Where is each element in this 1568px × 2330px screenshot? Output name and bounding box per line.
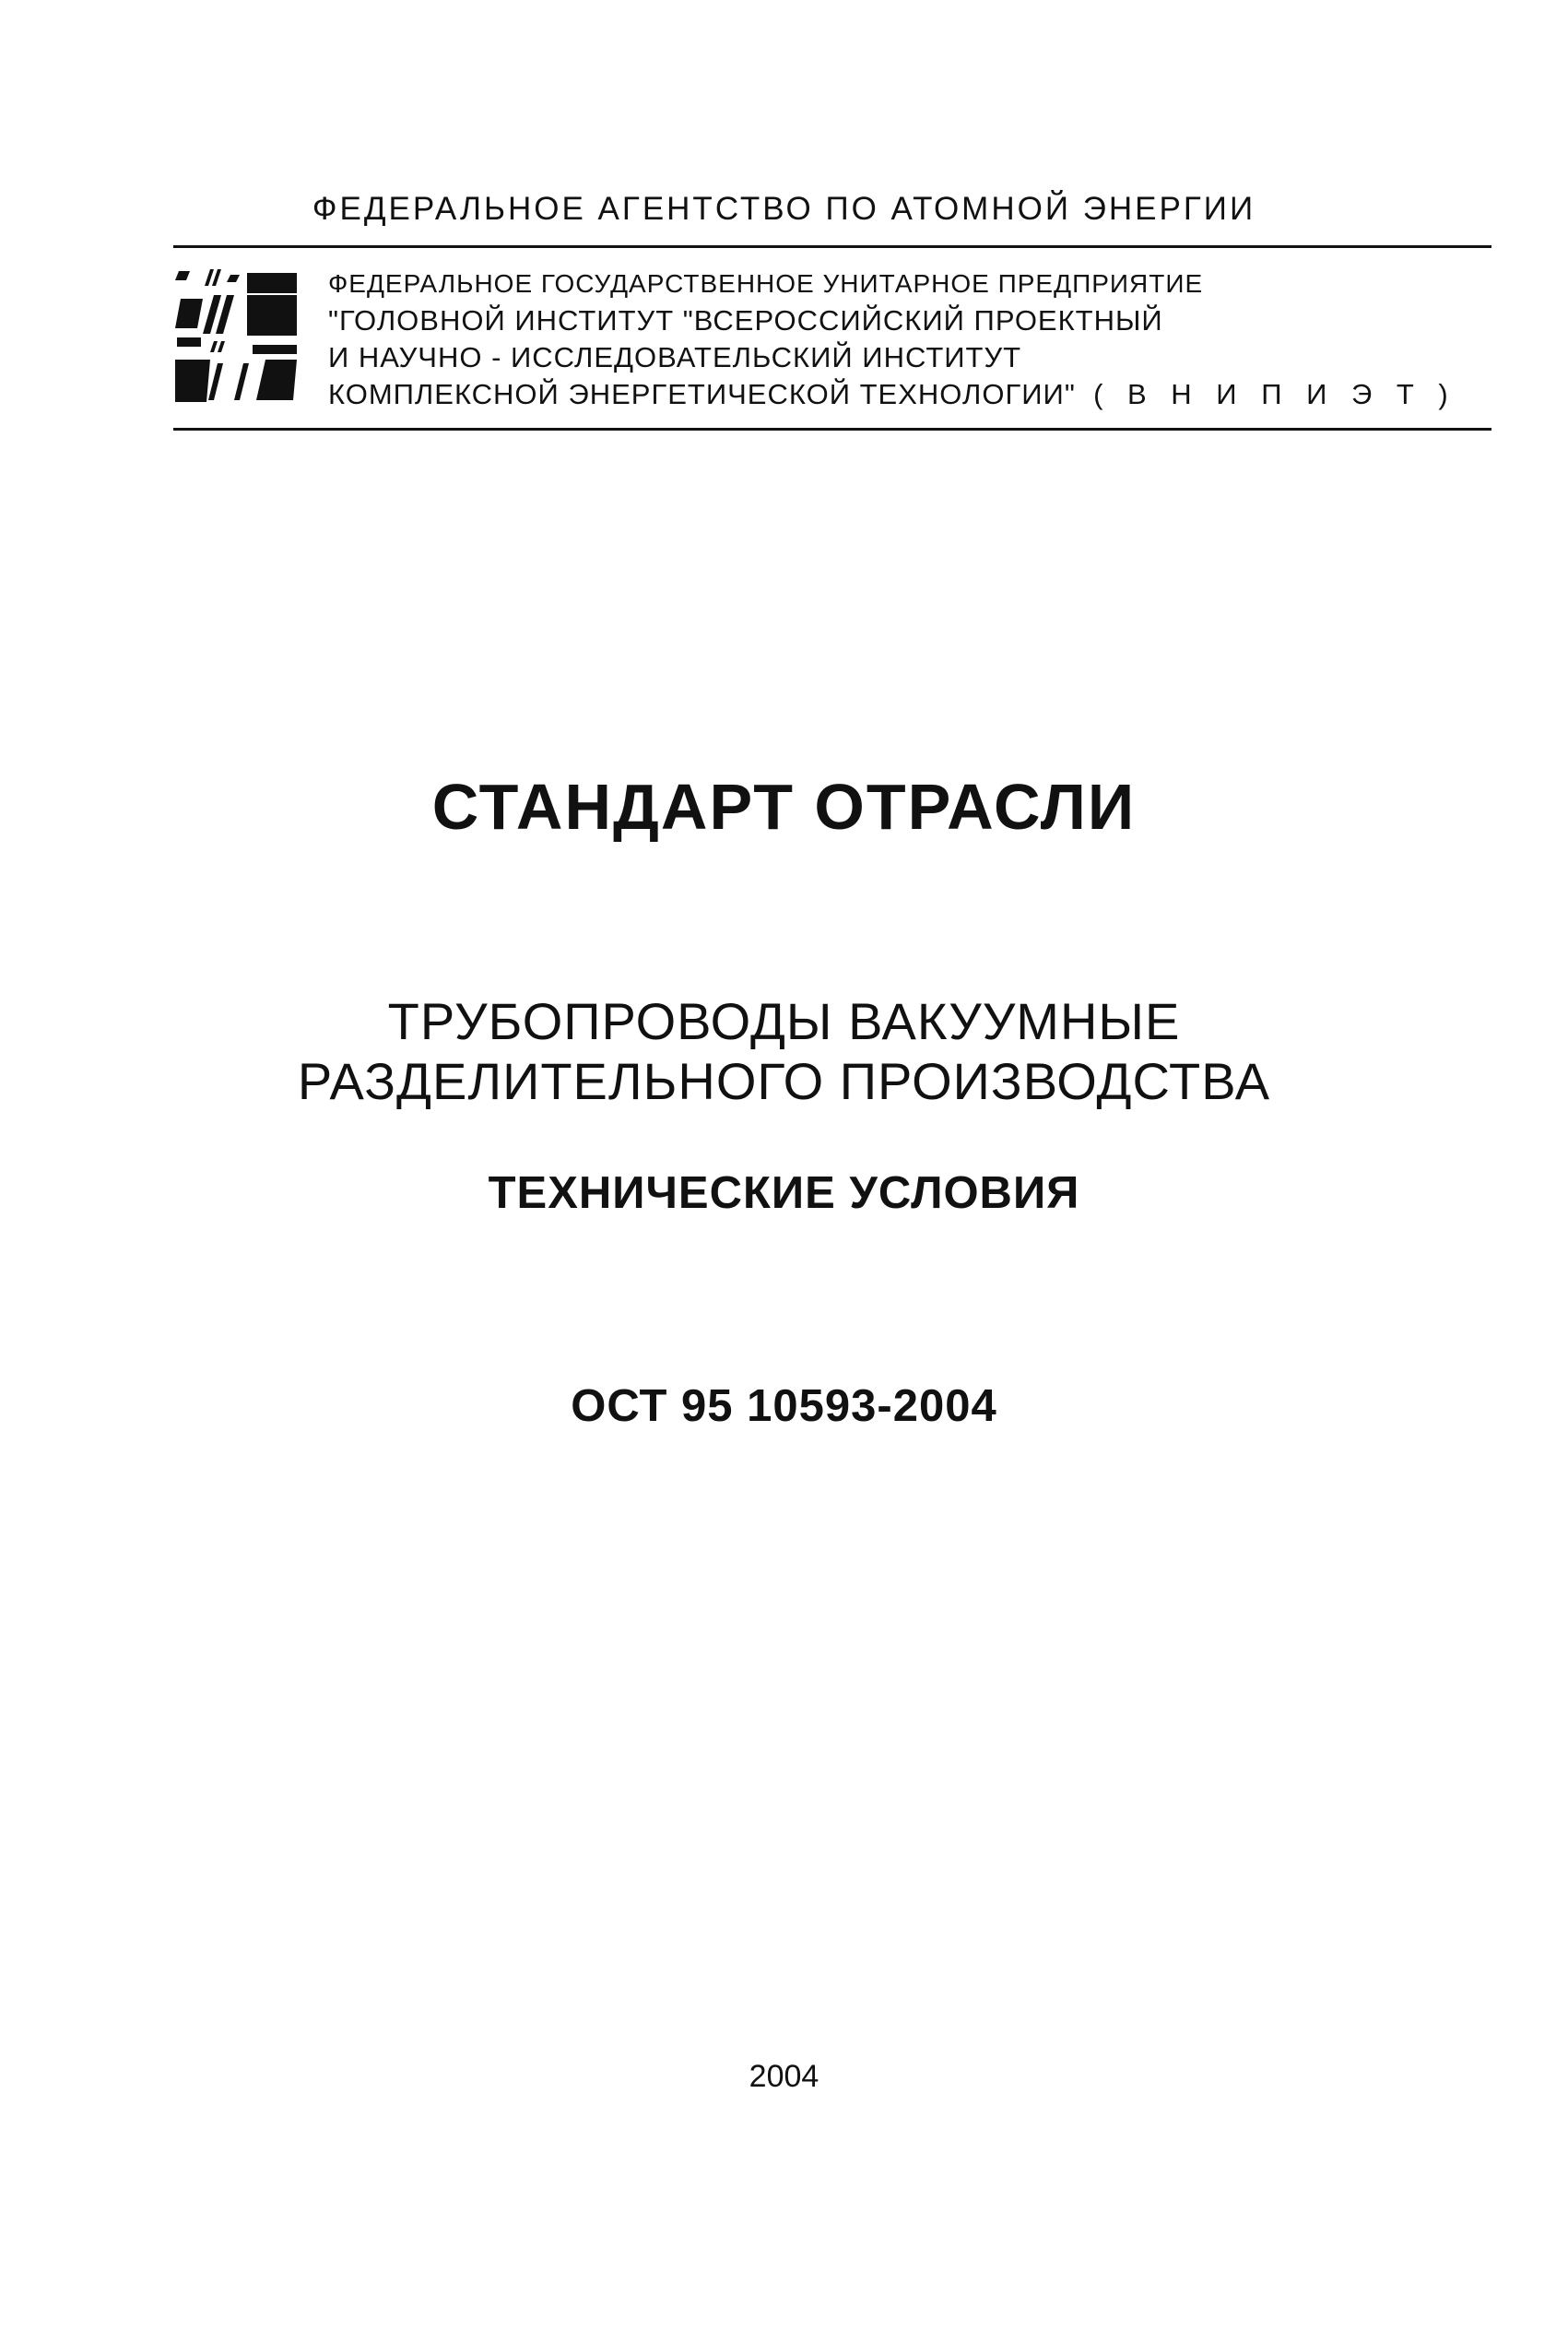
organization-block bbox=[328, 266, 1471, 413]
org-line-2: "ГОЛОВНОЙ ИНСТИТУТ "ВСЕРОССИЙСКИЙ ПРОЕКТНЫЙ bbox=[328, 304, 1163, 337]
document-title-line-2: РАЗДЕЛИТЕЛЬНОГО ПРОИЗВОДСТВА bbox=[297, 1052, 1271, 1110]
header-bottom-rule bbox=[173, 428, 1491, 431]
header-top-rule bbox=[173, 245, 1491, 248]
org-line-4-text: КОМПЛЕКСНОЙ ЭНЕРГЕТИЧЕСКОЙ ТЕХНОЛОГИИ" bbox=[328, 378, 1076, 410]
document-title-line-1: ТРУБОПРОВОДЫ ВАКУУМНЫЕ bbox=[387, 992, 1181, 1050]
org-line-3: И НАУЧНО - ИССЛЕДОВАТЕЛЬСКИЙ ИНСТИТУТ bbox=[328, 341, 1022, 373]
document-number: ОСТ 95 10593-2004 bbox=[571, 1381, 997, 1431]
org-line-1: ФЕДЕРАЛЬНОЕ ГОСУДАРСТВЕННОЕ УНИТАРНОЕ ПРЕДПРИЯТИЕ bbox=[328, 269, 1204, 298]
agency-name: ФЕДЕРАЛЬНОЕ АГЕНТСТВО ПО АТОМНОЙ ЭНЕРГИИ bbox=[312, 191, 1256, 227]
org-abbreviation: ( В Н И П И Э Т ) bbox=[1093, 378, 1456, 410]
document-subtitle: ТЕХНИЧЕСКИЕ УСЛОВИЯ bbox=[488, 1168, 1080, 1218]
document-type: СТАНДАРТ ОТРАСЛИ bbox=[431, 771, 1137, 843]
vnipiet-logo-icon bbox=[173, 267, 302, 406]
org-line-4 bbox=[328, 376, 1471, 413]
publication-year: 2004 bbox=[749, 2059, 819, 2094]
